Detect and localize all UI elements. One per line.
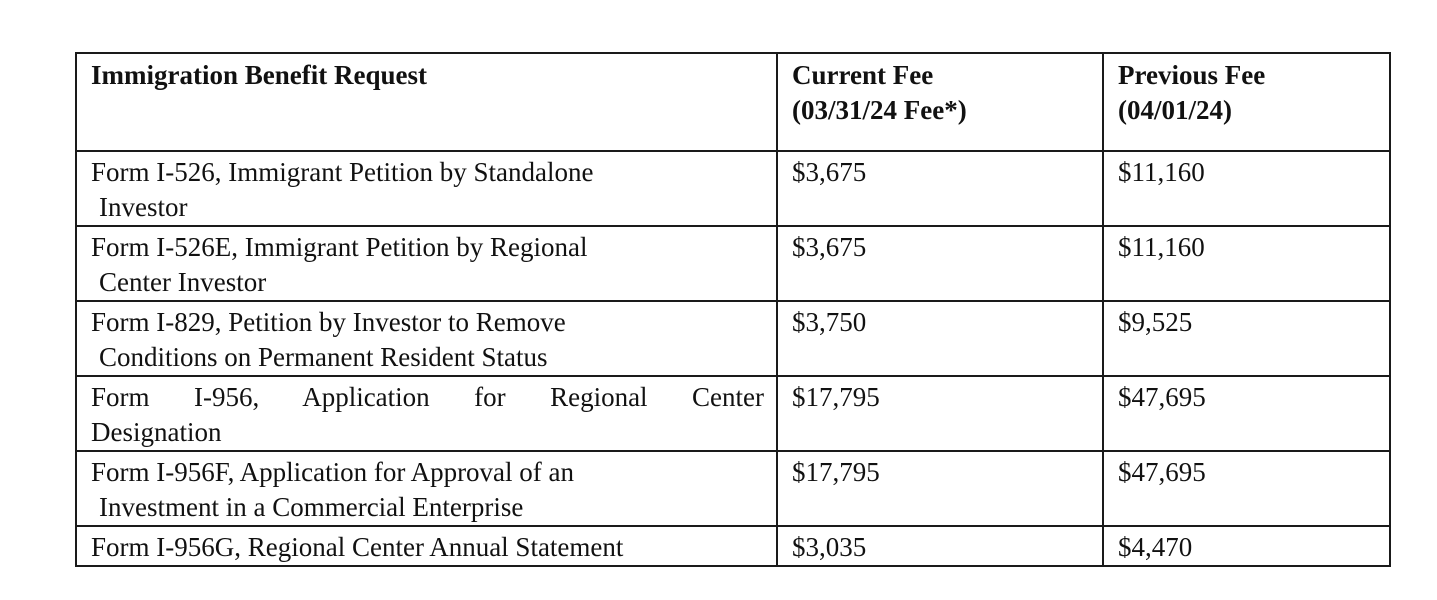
current-fee-cell: $3,675 xyxy=(777,226,1103,301)
request-text: Form I-956G, Regional Center Annual Statement xyxy=(91,532,624,562)
request-cell xyxy=(76,151,777,226)
previous-fee-cell: $4,470 xyxy=(1103,526,1390,566)
header-previous-fee-label: Previous Fee xyxy=(1118,60,1266,90)
table-row xyxy=(76,526,1390,566)
current-fee-cell: $3,750 xyxy=(777,301,1103,376)
current-fee-cell: $17,795 xyxy=(777,451,1103,526)
request-text: Form I-956F, Application for Approval of an xyxy=(91,457,575,487)
request-cell xyxy=(76,226,777,301)
request-text-continued: Designation xyxy=(91,417,222,447)
request-cell xyxy=(76,526,777,566)
previous-fee-cell: $11,160 xyxy=(1103,226,1390,301)
request-cell xyxy=(76,451,777,526)
request-cell xyxy=(76,376,777,451)
fee-table xyxy=(75,52,1391,567)
header-row xyxy=(76,53,1390,151)
current-fee-cell: $3,675 xyxy=(777,151,1103,226)
header-immigration-benefit-request xyxy=(76,53,777,151)
table-row xyxy=(76,151,1390,226)
current-fee-cell: $3,035 xyxy=(777,526,1103,566)
header-request-label: Immigration Benefit Request xyxy=(91,60,427,90)
table-row xyxy=(76,451,1390,526)
previous-fee-cell: $47,695 xyxy=(1103,451,1390,526)
header-current-fee-date: (03/31/24 Fee*) xyxy=(792,95,967,125)
request-text-continued: Conditions on Permanent Resident Status xyxy=(99,342,548,372)
header-current-fee xyxy=(777,53,1103,151)
table-row xyxy=(76,226,1390,301)
header-previous-fee-date: (04/01/24) xyxy=(1118,95,1232,125)
fee-table-body xyxy=(76,151,1390,566)
header-current-fee-label: Current Fee xyxy=(792,60,934,90)
request-text: Form I-956, Application for Regional Center xyxy=(91,382,764,412)
previous-fee-cell: $9,525 xyxy=(1103,301,1390,376)
header-previous-fee xyxy=(1103,53,1390,151)
request-text: Form I-829, Petition by Investor to Remove xyxy=(91,307,566,337)
request-cell xyxy=(76,301,777,376)
current-fee-cell: $17,795 xyxy=(777,376,1103,451)
table-row xyxy=(76,301,1390,376)
request-text-continued: Center Investor xyxy=(99,267,267,297)
request-text: Form I-526E, Immigrant Petition by Regional xyxy=(91,232,588,262)
request-text: Form I-526, Immigrant Petition by Standalone xyxy=(91,157,594,187)
request-text-continued: Investor xyxy=(99,192,188,222)
fee-table-header xyxy=(76,53,1390,151)
previous-fee-cell: $11,160 xyxy=(1103,151,1390,226)
request-text-continued: Investment in a Commercial Enterprise xyxy=(99,492,524,522)
previous-fee-cell: $47,695 xyxy=(1103,376,1390,451)
table-row xyxy=(76,376,1390,451)
